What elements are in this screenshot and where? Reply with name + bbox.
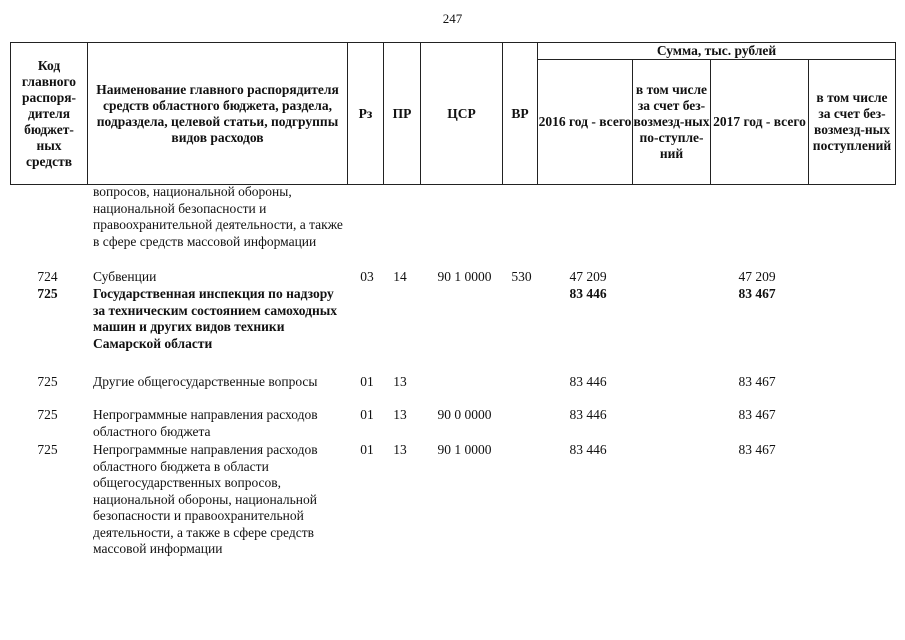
row-sum-2016: 83 446 [569,286,607,301]
row-sum-2016: 83 446 [569,407,607,422]
row-csr: 90 1 0000 [437,442,492,457]
row-sum-2017: 83 467 [738,407,776,422]
row-sum-2017: 47 209 [738,269,776,284]
col-border [895,42,896,185]
row-pr: 13 [393,374,407,389]
row-name: Другие общегосударственные вопросы [93,374,318,389]
row-vr: 530 [511,269,532,284]
row-rz: 01 [360,374,374,389]
row-sum-2016: 83 446 [569,442,607,457]
header-sum-title: Сумма, тыс. рублей [656,43,777,58]
header-code: Код главного распоря-дителя бюджет-ных средств [21,58,77,169]
col-border [87,42,88,185]
row-rz: 01 [360,442,374,457]
row-sum-2017: 83 467 [738,374,776,389]
row-sum-2017: 83 467 [738,286,776,301]
page-number: 247 [442,11,463,26]
row-sum-2017: 83 467 [738,442,776,457]
row-csr: 90 1 0000 [437,269,492,284]
row-rz: 03 [360,269,374,284]
header-vr: ВР [511,106,529,121]
row-code: 725 [37,407,58,422]
header-2017-total: 2017 год - всего [713,114,806,129]
row-name: Государственная инспекция по надзору за техническим состоянием самоходных машин и других видов техники Самарской области [93,286,338,351]
header-rz: Рз [358,106,373,121]
row-rz: 01 [360,407,374,422]
col-border [10,42,11,185]
row-code: 724 [37,269,58,284]
row-csr: 90 0 0000 [437,407,492,422]
row-pr: 13 [393,442,407,457]
table-header [10,42,896,185]
header-csr: ЦСР [447,106,476,121]
row-name: вопросов, национальной обороны, национальной безопасности и правоохранительной деятельности, а также в сфере средств массовой информации [93,184,343,249]
row-name: Непрограммные направления расходов областного бюджета [93,407,318,439]
header-2016-free: в том числе за счет без-возмезд-ных по-ступле-ний [633,82,710,161]
row-name: Непрограммные направления расходов областного бюджета в области общегосударственных вопросов, национальной обороны, национальной безопасности и правоохранительной деятельности, а также в сфере средств массовой информации [93,442,318,556]
row-pr: 13 [393,407,407,422]
row-sum-2016: 47 209 [569,269,607,284]
header-pr: ПР [392,106,412,121]
header-name: Наименование главного распорядителя средств областного бюджета, раздела, подраздела, целевой статьи, подгруппы видов расходов [96,82,339,145]
row-code: 725 [37,286,58,301]
row-name: Субвенции [93,269,157,284]
row-sum-2016: 83 446 [569,374,607,389]
header-2017-free: в том числе за счет без-возмезд-ных поступлений [812,90,892,153]
header-2016-total: 2016 год - всего [538,114,632,129]
row-code: 725 [37,442,58,457]
row-pr: 14 [393,269,407,284]
row-code: 725 [37,374,58,389]
